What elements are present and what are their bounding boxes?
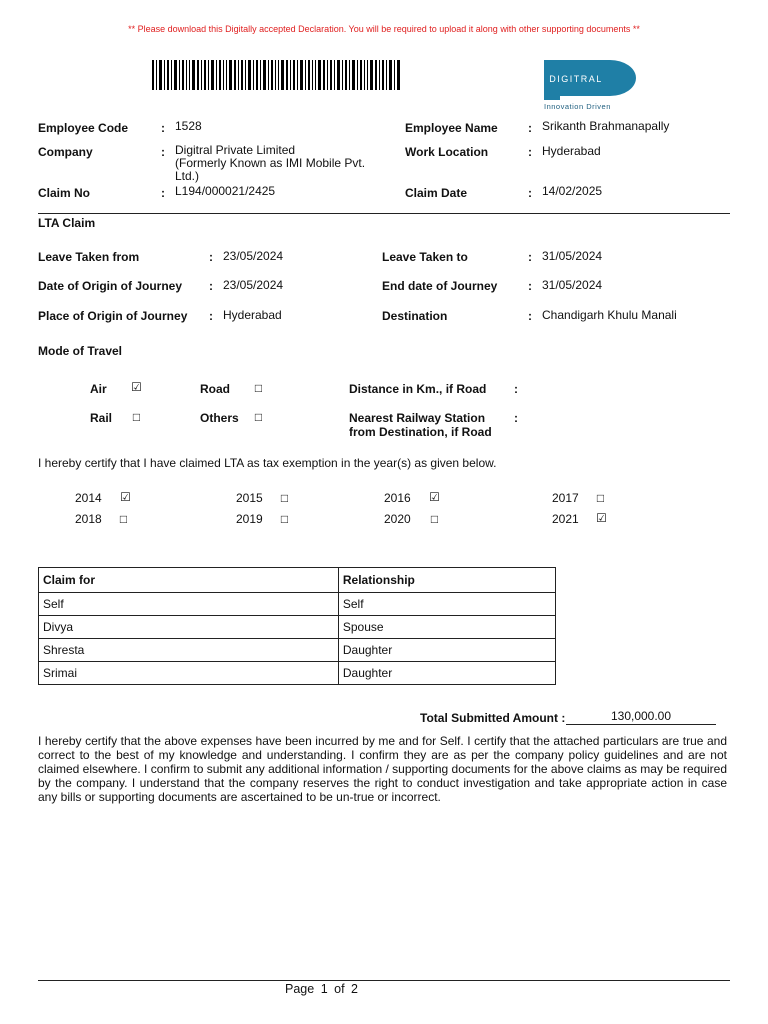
colon: :: [161, 186, 165, 200]
colon: :: [528, 186, 532, 200]
others-checkbox[interactable]: □: [254, 410, 263, 424]
year-label: 2020: [384, 512, 411, 526]
air-checkbox[interactable]: ☑: [131, 380, 142, 394]
work-location-value: Hyderabad: [542, 144, 601, 158]
page-indicator: [285, 982, 358, 996]
table-header-row: [39, 568, 556, 593]
others-label: Others: [200, 411, 239, 425]
page-total: 2: [351, 982, 358, 996]
header-divider: [38, 213, 730, 214]
mode-of-travel-title: Mode of Travel: [38, 344, 123, 358]
claim-no-value: L194/000021/2425: [175, 184, 276, 198]
of-word: of: [334, 982, 345, 996]
year-checkbox[interactable]: □: [430, 512, 439, 526]
road-checkbox[interactable]: □: [254, 381, 263, 395]
years-statement: I hereby certify that I have claimed LTA as tax exemption in the year(s) as given below.: [38, 456, 497, 470]
claim-for-cell: Srimai: [39, 662, 339, 685]
colon: :: [161, 121, 165, 135]
employee-name-label: Employee Name: [405, 121, 498, 135]
colon: :: [161, 145, 165, 159]
year-checkbox[interactable]: □: [596, 491, 605, 505]
page-word: Page: [285, 982, 315, 996]
year-checkbox[interactable]: ☑: [120, 490, 131, 504]
colon: :: [528, 145, 532, 159]
station-label-line-1: Nearest Railway Station: [349, 411, 486, 425]
relationship-header: Relationship: [338, 568, 555, 593]
work-location-label: Work Location: [405, 145, 489, 159]
year-label: 2015: [236, 491, 263, 505]
colon: :: [514, 382, 518, 396]
origin-place-value: Hyderabad: [223, 308, 282, 322]
year-checkbox[interactable]: □: [280, 512, 289, 526]
rail-label: Rail: [90, 411, 113, 425]
origin-date-label: Date of Origin of Journey: [38, 279, 183, 293]
station-label-line-2: from Destination, if Road: [349, 425, 492, 439]
claim-date-label: Claim Date: [405, 186, 468, 200]
company-line-3: Ltd.): [175, 169, 200, 183]
origin-place-label: Place of Origin of Journey: [38, 309, 188, 323]
claim-no-label: Claim No: [38, 186, 91, 200]
end-date-label: End date of Journey: [382, 279, 498, 293]
destination-value: Chandigarh Khulu Manali: [542, 308, 677, 322]
claim-for-cell: Shresta: [39, 639, 339, 662]
leave-from-label: Leave Taken from: [38, 250, 140, 264]
total-value: 130,000.00: [566, 709, 716, 725]
leave-to-label: Leave Taken to: [382, 250, 468, 264]
table-row: [39, 662, 556, 685]
relationship-cell: Spouse: [338, 616, 555, 639]
claims-table: [38, 567, 556, 685]
colon: :: [209, 250, 213, 264]
colon: :: [209, 279, 213, 293]
company-line-1: Digitral Private Limited: [175, 143, 296, 157]
barcode: [152, 60, 400, 90]
station-label: [349, 411, 492, 439]
relationship-cell: Daughter: [338, 639, 555, 662]
company-value: [175, 144, 365, 183]
claim-for-cell: Divya: [39, 616, 339, 639]
relationship-cell: Daughter: [338, 662, 555, 685]
employee-name-value: Srikanth Brahmanapally: [542, 119, 670, 133]
footer-divider: [38, 980, 730, 981]
company-label: Company: [38, 145, 93, 159]
destination-label: Destination: [382, 309, 448, 323]
leave-from-value: 23/05/2024: [223, 249, 284, 263]
table-row: [39, 593, 556, 616]
digitral-logo: [540, 58, 644, 112]
relationship-cell: Self: [338, 593, 555, 616]
year-label: 2021: [552, 512, 579, 526]
table-row: [39, 616, 556, 639]
table-row: [39, 639, 556, 662]
employee-code-value: 1528: [175, 119, 202, 133]
colon: :: [528, 279, 532, 293]
year-checkbox[interactable]: ☑: [429, 490, 440, 504]
claim-for-cell: Self: [39, 593, 339, 616]
leave-to-value: 31/05/2024: [542, 249, 603, 263]
rail-checkbox[interactable]: □: [132, 410, 141, 424]
colon: :: [528, 250, 532, 264]
year-label: 2019: [236, 512, 263, 526]
total-label: Total Submitted Amount :: [420, 711, 566, 725]
year-checkbox[interactable]: ☑: [596, 511, 607, 525]
logo-tagline: Innovation Driven: [544, 102, 611, 111]
colon: :: [209, 309, 213, 323]
lta-section-title: LTA Claim: [38, 216, 96, 230]
claim-date-value: 14/02/2025: [542, 184, 603, 198]
logo-brand-text: DIGITRAL: [549, 74, 603, 84]
colon: :: [514, 411, 518, 425]
year-label: 2016: [384, 491, 411, 505]
claim-for-header: Claim for: [39, 568, 339, 593]
year-label: 2017: [552, 491, 579, 505]
colon: :: [528, 121, 532, 135]
end-date-value: 31/05/2024: [542, 278, 603, 292]
download-notice: ** Please download this Digitally accepted Declaration. You will be required to upload it along with other supporting documents **: [128, 24, 640, 34]
colon: :: [528, 309, 532, 323]
air-label: Air: [90, 382, 107, 396]
year-checkbox[interactable]: □: [280, 491, 289, 505]
page-current: 1: [320, 982, 328, 996]
year-checkbox[interactable]: □: [119, 512, 128, 526]
road-label: Road: [200, 382, 230, 396]
employee-code-label: Employee Code: [38, 121, 129, 135]
year-label: 2018: [75, 512, 102, 526]
year-label: 2014: [75, 491, 102, 505]
declaration-text: I hereby certify that the above expenses have been incurred by me and for Self. I certify that the attached particulars are true and correct to the best of my knowledge and understanding. I confirm they are as per the company policy guidelines and are not claimed elsewhere. I confirm to submit any additional information / supporting documents for the above claims as may be required by the company. I understand that the company reserves the right to conduct investigation and take appropriate action in case any bills or supporting documents are ascertained to be un-true or incorrect.: [38, 734, 728, 804]
company-line-2: (Formerly Known as IMI Mobile Pvt.: [175, 156, 366, 170]
origin-date-value: 23/05/2024: [223, 278, 284, 292]
distance-label: Distance in Km., if Road: [349, 382, 487, 396]
